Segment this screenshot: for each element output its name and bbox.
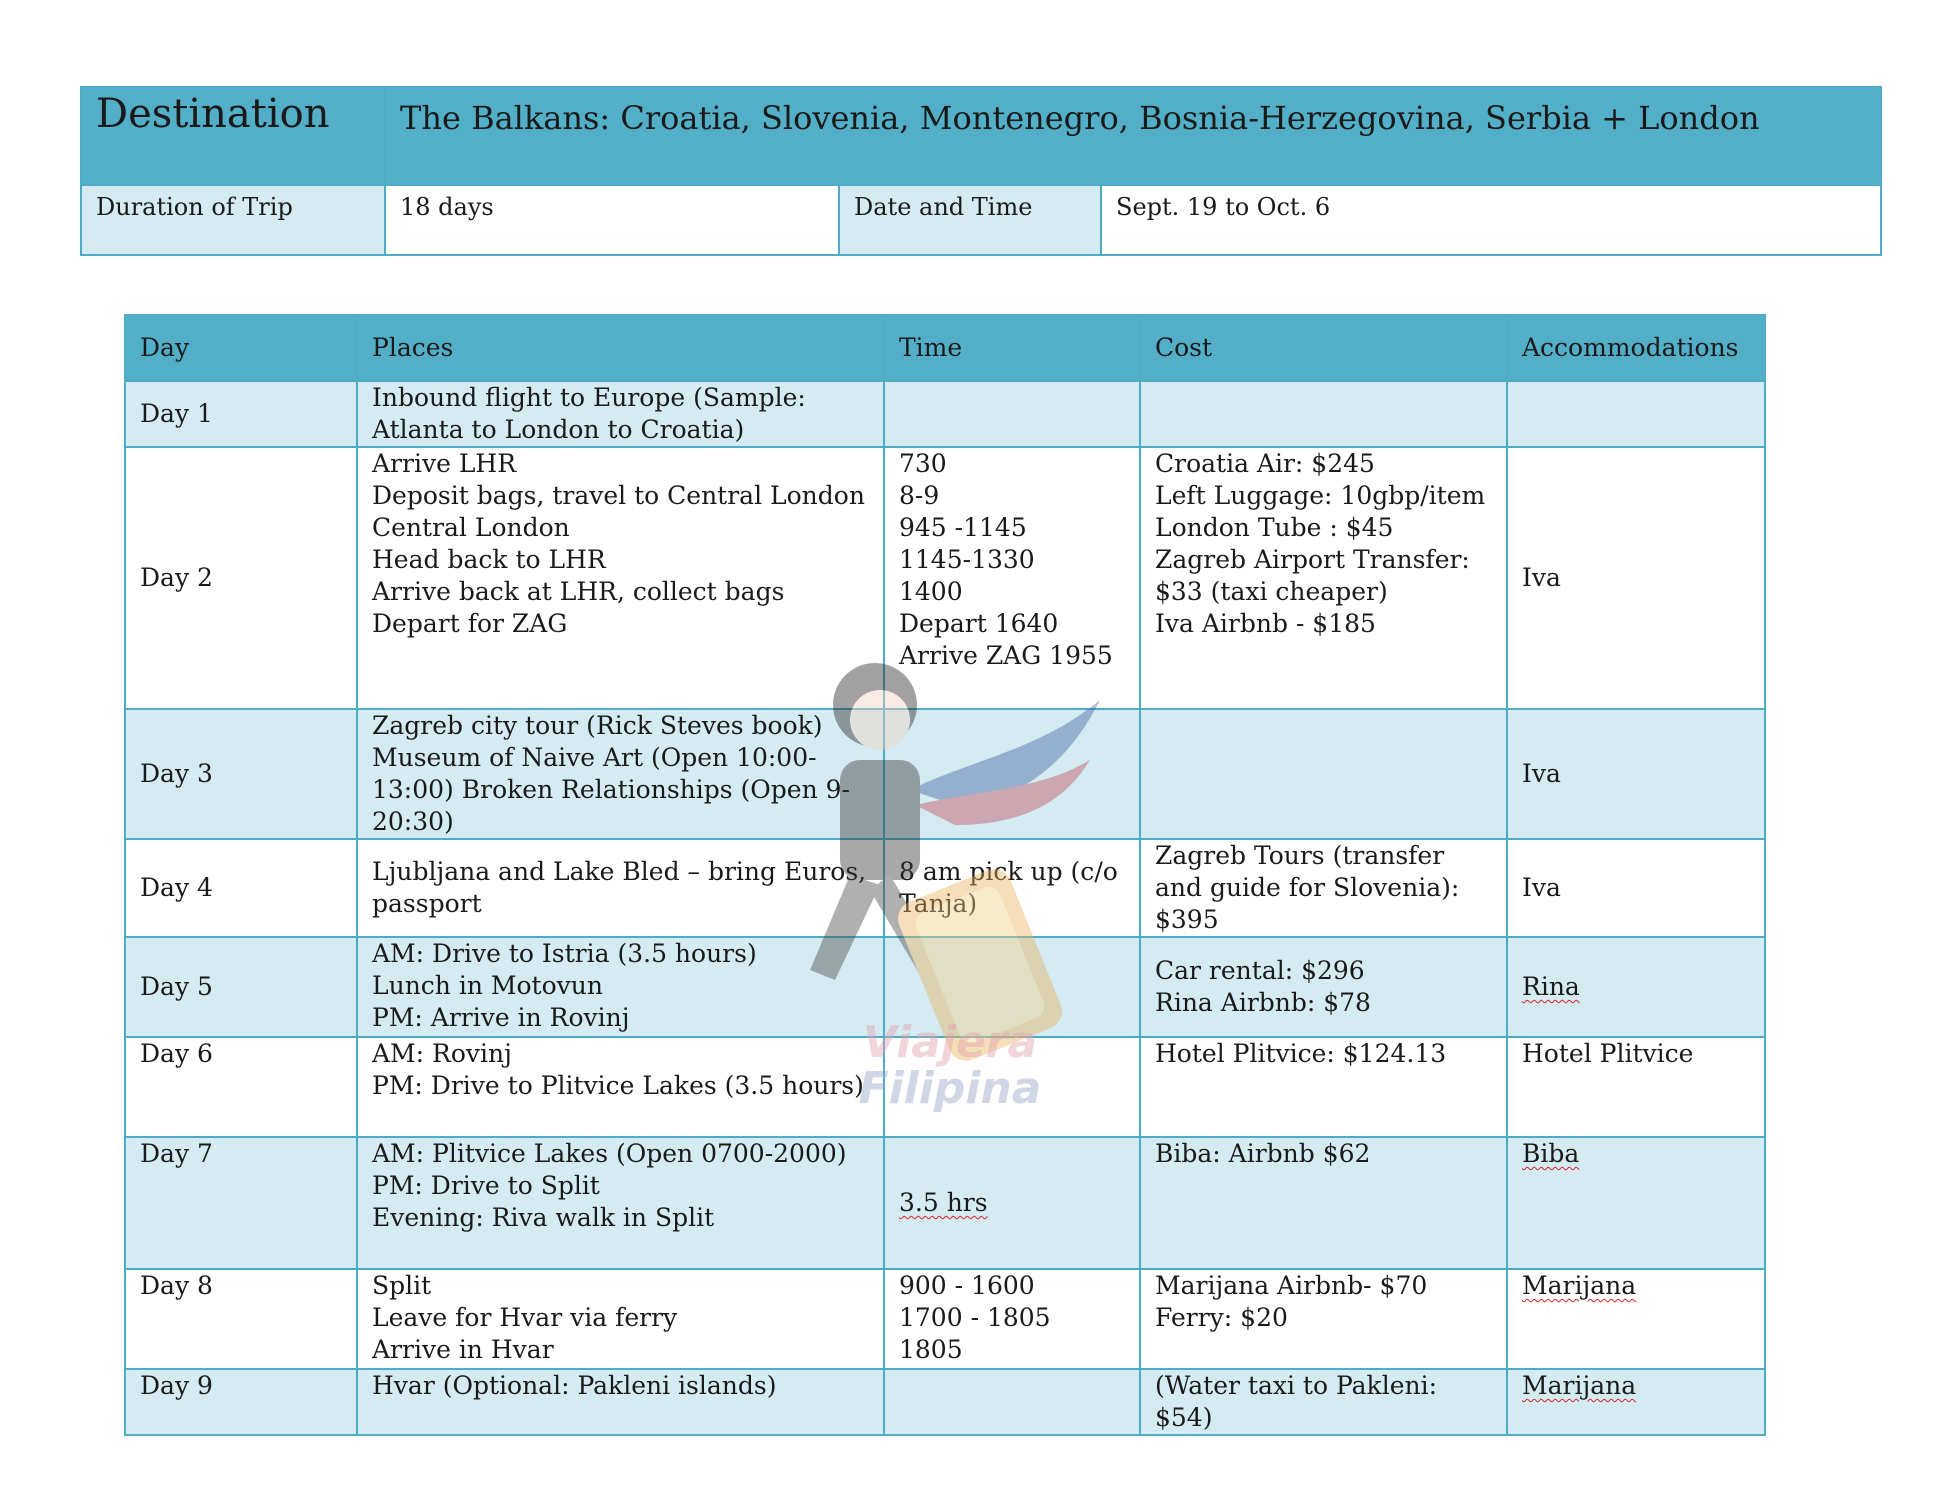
accommodation-cell: Iva	[1507, 839, 1765, 937]
destination-value: The Balkans: Croatia, Slovenia, Montenegro, Bosnia-Herzegovina, Serbia + London	[385, 87, 1881, 185]
accommodation-cell: Hotel Plitvice	[1507, 1037, 1765, 1137]
time-cell	[884, 1369, 1140, 1435]
column-header-cost: Cost	[1140, 315, 1507, 381]
time-cell	[884, 381, 1140, 447]
table-row	[125, 447, 1765, 709]
column-header-day: Day	[125, 315, 357, 381]
day-cell: Day 2	[125, 447, 357, 709]
duration-label: Duration of Trip	[81, 185, 385, 255]
cost-cell: Marijana Airbnb- $70 Ferry: $20	[1140, 1269, 1507, 1369]
table-row	[125, 381, 1765, 447]
places-cell: Ljubljana and Lake Bled – bring Euros, passport	[357, 839, 884, 937]
cost-cell: (Water taxi to Pakleni: $54)	[1140, 1369, 1507, 1435]
duration-value: 18 days	[385, 185, 839, 255]
date-label: Date and Time	[839, 185, 1101, 255]
watermark-logo: Viajera Filipina	[858, 1017, 1042, 1114]
day-cell: Day 8	[125, 1269, 357, 1369]
places-cell: AM: Plitvice Lakes (Open 0700-2000) PM: Drive to Split Evening: Riva walk in Split	[357, 1137, 884, 1269]
cost-cell: Hotel Plitvice: $124.13	[1140, 1037, 1507, 1137]
column-header-accommodations: Accommodations	[1507, 315, 1765, 381]
places-cell: Hvar (Optional: Pakleni islands)	[357, 1369, 884, 1435]
cost-cell: Car rental: $296 Rina Airbnb: $78	[1140, 937, 1507, 1037]
table-row	[125, 709, 1765, 839]
accommodation-cell: Rina	[1507, 937, 1765, 1037]
column-header-places: Places	[357, 315, 884, 381]
table-row	[125, 1369, 1765, 1435]
column-header-time: Time	[884, 315, 1140, 381]
accommodation-cell: Iva	[1507, 709, 1765, 839]
time-cell: 3.5 hrs	[884, 1137, 1140, 1269]
places-cell: Inbound flight to Europe (Sample: Atlanta to London to Croatia)	[357, 381, 884, 447]
table-row	[125, 1137, 1765, 1269]
destination-label: Destination	[81, 87, 385, 185]
day-cell: Day 1	[125, 381, 357, 447]
cost-cell	[1140, 381, 1507, 447]
trip-summary-table	[80, 86, 1882, 256]
day-cell: Day 3	[125, 709, 357, 839]
places-cell: AM: Drive to Istria (3.5 hours) Lunch in Motovun PM: Arrive in Rovinj	[357, 937, 884, 1037]
day-cell: Day 9	[125, 1369, 357, 1435]
places-cell: AM: Rovinj PM: Drive to Plitvice Lakes (3.5 hours)	[357, 1037, 884, 1137]
places-cell: Zagreb city tour (Rick Steves book) Museum of Naive Art (Open 10:00-13:00) Broken Relationships (Open 9-20:30)	[357, 709, 884, 839]
places-cell: Arrive LHR Deposit bags, travel to Central London Central London Head back to LHR Arrive back at LHR, collect bags Depart for ZAG	[357, 447, 884, 709]
table-row	[125, 1269, 1765, 1369]
day-cell: Day 4	[125, 839, 357, 937]
time-cell: 730 8-9 945 -1145 1145-1330 1400 Depart 1640 Arrive ZAG 1955	[884, 447, 1140, 709]
itinerary-table	[124, 314, 1766, 1436]
accommodation-cell: Marijana	[1507, 1269, 1765, 1369]
accommodation-cell: Iva	[1507, 447, 1765, 709]
cost-cell: Zagreb Tours (transfer and guide for Slovenia): $395	[1140, 839, 1507, 937]
time-cell	[884, 709, 1140, 839]
time-cell: 900 - 1600 1700 - 1805 1805	[884, 1269, 1140, 1369]
day-cell: Day 5	[125, 937, 357, 1037]
accommodation-cell: Biba	[1507, 1137, 1765, 1269]
table-row	[125, 839, 1765, 937]
accommodation-cell: Marijana	[1507, 1369, 1765, 1435]
places-cell: Split Leave for Hvar via ferry Arrive in Hvar	[357, 1269, 884, 1369]
accommodation-cell	[1507, 381, 1765, 447]
day-cell: Day 6	[125, 1037, 357, 1137]
date-value: Sept. 19 to Oct. 6	[1101, 185, 1881, 255]
cost-cell: Croatia Air: $245 Left Luggage: 10gbp/item London Tube : $45 Zagreb Airport Transfer: $33 (taxi cheaper) Iva Airbnb - $185	[1140, 447, 1507, 709]
cost-cell: Biba: Airbnb $62	[1140, 1137, 1507, 1269]
time-cell: 8 am pick up (c/o Tanja)	[884, 839, 1140, 937]
day-cell: Day 7	[125, 1137, 357, 1269]
cost-cell	[1140, 709, 1507, 839]
